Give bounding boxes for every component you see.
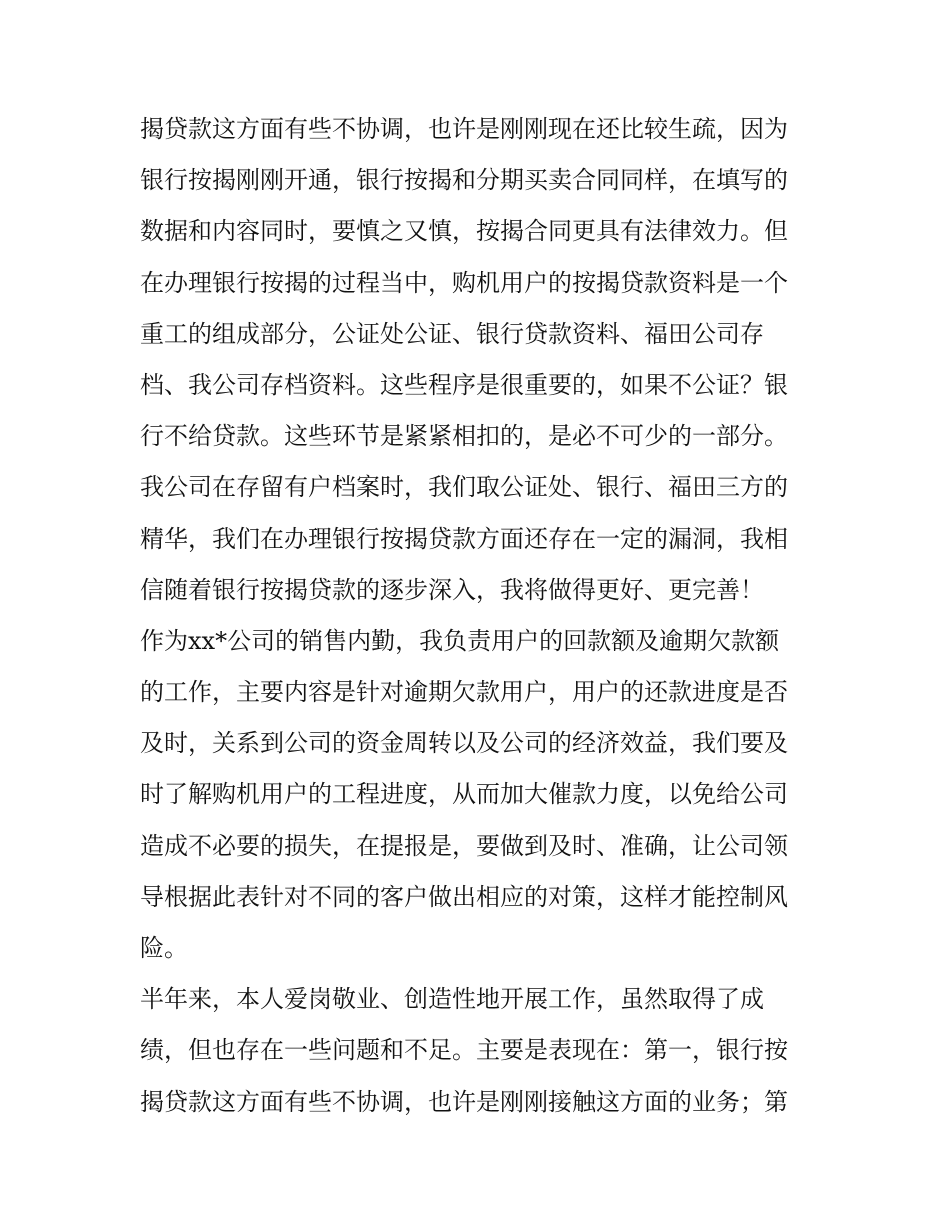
text-line: 的工作，主要内容是针对逾期欠款用户，用户的还款进度是否 [140, 678, 788, 707]
text-line: 造成不必要的损失，在提报是，要做到及时、准确，让公司领 [140, 831, 788, 860]
text-line: 我公司在存留有户档案时，我们取公证处、银行、福田三方的 [140, 473, 788, 502]
text-line: 作为xx*公司的销售内勤，我负责用户的回款额及逾期欠款额 [140, 626, 780, 655]
text-line: 重工的组成部分，公证处公证、银行贷款资料、福田公司存 [140, 319, 764, 348]
text-line: 银行按揭刚刚开通，银行按揭和分期买卖合同同样，在填写的 [140, 166, 788, 195]
text-line: 绩，但也存在一些问题和不足。主要是表现在：第一，银行按 [140, 1036, 788, 1065]
text-line: 时了解购机用户的工程进度，从而加大催款力度，以免给公司 [140, 780, 788, 809]
text-line: 导根据此表针对不同的客户做出相应的对策，这样才能控制风 [140, 882, 788, 911]
text-line: 险。 [140, 934, 188, 962]
text-line: 在办理银行按揭的过程当中，购机用户的按揭贷款资料是一个 [140, 268, 788, 297]
body-text [140, 104, 820, 1128]
text-line: 数据和内容同时，要慎之又慎，按揭合同更具有法律效力。但 [140, 217, 788, 246]
text-line: 信随着银行按揭贷款的逐步深入，我将做得更好、更完善！ [140, 575, 764, 604]
text-line: 精华，我们在办理银行按揭贷款方面还存在一定的漏洞，我相 [140, 524, 788, 553]
text-line: 及时，关系到公司的资金周转以及公司的经济效益，我们要及 [140, 729, 788, 758]
text-line: 揭贷款这方面有些不协调，也许是刚刚接触这方面的业务；第 [140, 1087, 788, 1116]
text-line: 半年来，本人爱岗敬业、创造性地开展工作，虽然取得了成 [140, 985, 764, 1014]
text-line: 行不给贷款。这些环节是紧紧相扣的，是必不可少的一部分。 [140, 422, 788, 451]
text-line: 揭贷款这方面有些不协调，也许是刚刚现在还比较生疏，因为 [140, 115, 788, 143]
text-line: 档、我公司存档资料。这些程序是很重要的，如果不公证？银 [140, 370, 788, 399]
